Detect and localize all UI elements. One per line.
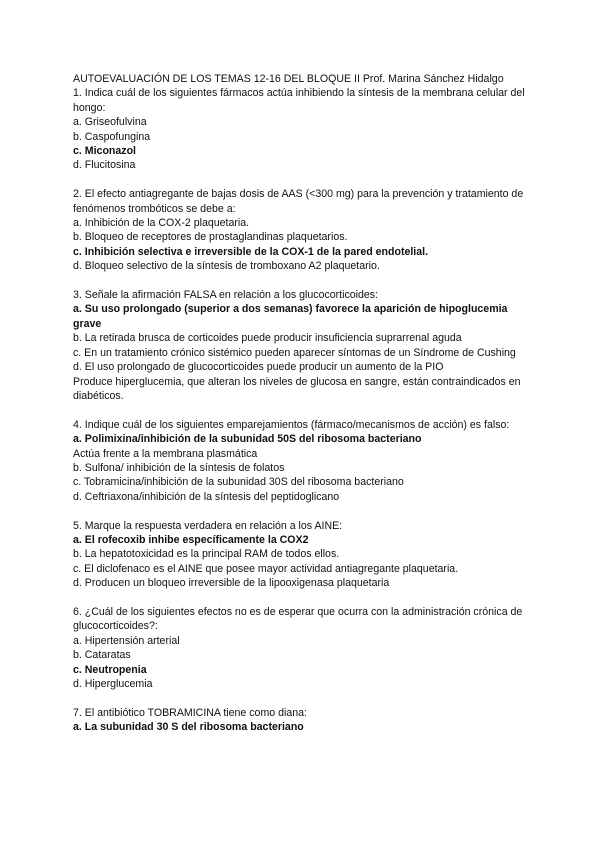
question-7-option-a-correct: a. La subunidad 30 S del ribosoma bacteriano [73, 721, 304, 734]
question-3-option-a-correct: a. Su uso prolongado (superior a dos semanas) favorece la aparición de hipoglucemia grave [73, 303, 508, 330]
question-6-option-a: a. Hipertensión arterial [73, 634, 180, 647]
question-1-stem: 1. Indica cuál de los siguientes fármacos actúa inhibiendo la síntesis de la membrana celular del hongo: [73, 87, 525, 114]
question-3 [73, 288, 535, 403]
document-body [73, 72, 535, 735]
question-1 [73, 86, 535, 172]
question-6-option-d: d. Hiperglucemia [73, 677, 153, 690]
question-4-option-d: d. Ceftriaxona/inhibición de la síntesis del peptidoglicano [73, 490, 340, 503]
question-1-option-b: b. Caspofungina [73, 130, 151, 143]
question-2-option-d: d. Bloqueo selectivo de la síntesis de tromboxano A2 plaquetario. [73, 260, 380, 273]
question-6-option-c-correct: c. Neutropenia [73, 663, 147, 676]
question-4-stem: 4. Indique cuál de los siguientes emparejamientos (fármaco/mecanismos de acción) es falso: [73, 418, 510, 431]
question-6-stem: 6. ¿Cuál de los siguientes efectos no es de esperar que ocurra con la administración crónica de glucocorticoides?: [73, 605, 523, 633]
question-3-option-d: d. El uso prolongado de glucocorticoides puede producir un aumento de la PIO [73, 361, 444, 374]
question-4-option-a-correct: a. Polimixina/inhibición de la subunidad 50S del ribosoma bacteriano [73, 433, 422, 446]
question-5-option-d: d. Producen un bloqueo irreversible de la lipooxigenasa plaquetaria [73, 577, 390, 590]
question-2-stem: 2. El efecto antiagregante de bajas dosis de AAS (<300 mg) para la prevención y tratamiento de fenómenos trombóticos se debe a: [73, 188, 524, 215]
question-4 [73, 418, 535, 504]
question-4-explanation: Actúa frente a la membrana plasmática [73, 447, 258, 460]
question-5 [73, 519, 535, 591]
question-5-option-a-correct: a. El rofecoxib inhibe específicamente la COX2 [73, 533, 309, 546]
question-3-option-b: b. La retirada brusca de corticoides puede producir insuficiencia suprarrenal aguda [73, 332, 462, 345]
question-1-option-c-correct: c. Miconazol [73, 145, 136, 158]
question-7 [73, 706, 535, 735]
question-2-option-a: a. Inhibición de la COX-2 plaquetaria. [73, 217, 250, 230]
question-4-option-b: b. Sulfona/ inhibición de la síntesis de folatos [73, 461, 285, 474]
question-3-stem: 3. Señale la afirmación FALSA en relación a los glucocorticoides: [73, 289, 379, 302]
question-5-option-c: c. El diclofenaco es el AINE que posee mayor actividad antiagregante plaquetaria. [73, 562, 459, 575]
question-7-stem: 7. El antibiótico TOBRAMICINA tiene como diana: [73, 706, 307, 719]
question-2-option-b: b. Bloqueo de receptores de prostaglandinas plaquetarios. [73, 231, 348, 244]
question-2-option-c-correct: c. Inhibición selectiva e irreversible de la COX-1 de la pared endotelial. [73, 245, 429, 258]
question-1-option-a: a. Griseofulvina [73, 116, 147, 129]
question-3-option-c: c. En un tratamiento crónico sistémico pueden aparecer síntomas de un Síndrome de Cushing [73, 346, 516, 359]
document-title: AUTOEVALUACIÓN DE LOS TEMAS 12-16 DEL BLOQUE II Prof. Marina Sánchez Hidalgo [73, 73, 504, 85]
question-4-option-c: c. Tobramicina/inhibición de la subunidad 30S del ribosoma bacteriano [73, 476, 404, 489]
question-6-option-b: b. Cataratas [73, 649, 131, 662]
question-2 [73, 187, 535, 273]
question-1-option-d: d. Flucitosina [73, 159, 136, 172]
question-5-option-b: b. La hepatotoxicidad es la principal RAM de todos ellos. [73, 548, 340, 561]
question-5-stem: 5. Marque la respuesta verdadera en relación a los AINE: [73, 519, 343, 532]
question-6 [73, 605, 535, 691]
question-3-explanation: Produce hiperglucemia, que alteran los niveles de glucosa en sangre, están contraindicados en diabéticos. [73, 375, 521, 402]
